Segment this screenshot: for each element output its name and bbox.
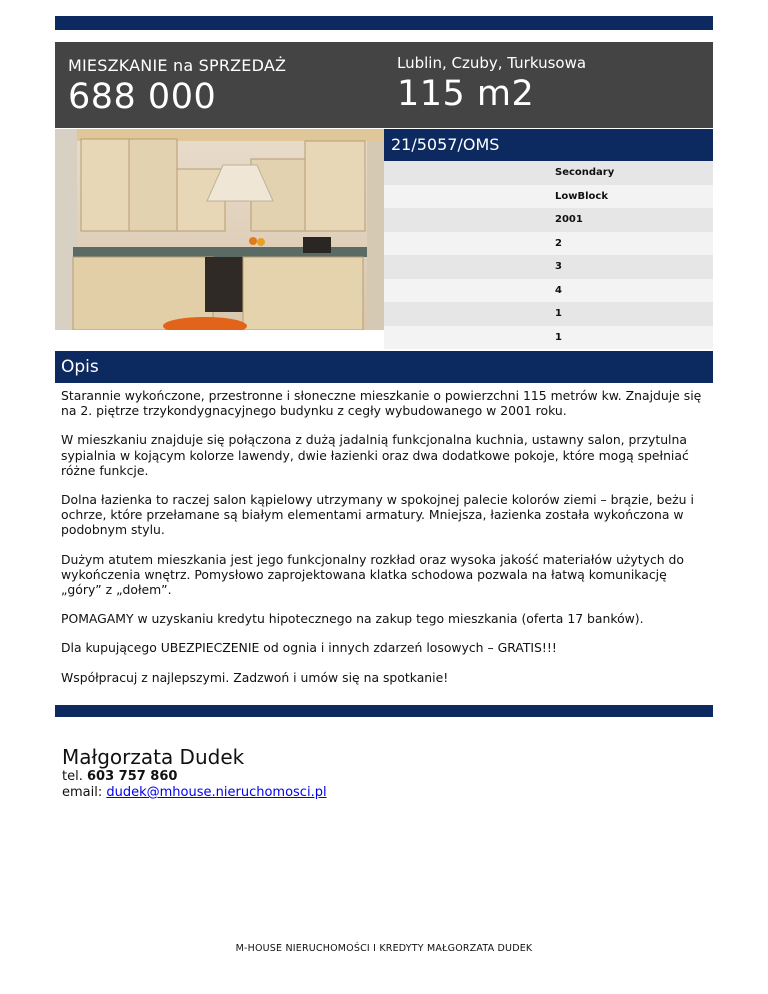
offer-area: 115 m2 <box>397 74 535 114</box>
page-footer: M-HOUSE NIERUCHOMOŚCI I KREDYTY MAŁGORZATA DUDEK <box>235 943 533 954</box>
description-paragraph: Współpracuj z najlepszymi. Zadzwoń i umów się na spotkanie! <box>61 669 449 685</box>
offer-price: 688 000 <box>68 77 217 117</box>
header-left <box>68 56 286 117</box>
agent-contact <box>62 745 327 801</box>
param-rooms: 4 <box>384 279 713 303</box>
description-paragraph: Dużym atutem mieszkania jest jego funkcjonalny rozkład oraz wysoka jakość materiałów użytych do wykończenia wnętrz. Pomysłowo zaprojektowana klatka schodowa pozwala na łatwą komunikację „góry” z „dołem”. <box>61 551 685 598</box>
offer-location: Lublin, Czuby, Turkusowa <box>397 54 587 72</box>
param-value-7: 1 <box>384 302 713 326</box>
offer-header <box>55 42 713 128</box>
description-body <box>61 388 711 699</box>
agent-email-link[interactable]: dudek@mhouse.nieruchomosci.pl <box>106 785 327 800</box>
email-label: email: <box>62 785 103 800</box>
param-market: Secondary <box>384 161 713 185</box>
offer-reference: 21/5057/OMS <box>384 129 713 161</box>
section-divider-bar <box>55 705 713 717</box>
description-paragraph: Dla kupującego UBEZPIECZENIE od ognia i innych zdarzeń losowych – GRATIS!!! <box>61 640 557 656</box>
description-paragraph: Dolna łazienka to raczej salon kąpielowy utrzymany w spokojnej palecie kolorów ziemi – brązie, beżu i ochrze, które przełamane są białym elementami armatury. Mniejsza, łazienka została wykończona w podobnym stylu. <box>61 492 694 538</box>
description-paragraph: POMAGAMY w uzyskaniu kredytu hipotecznego na zakup tego mieszkania (oferta 17 banków). <box>61 611 644 627</box>
description-heading: Opis <box>55 351 713 383</box>
agent-name: Małgorzata Dudek <box>62 745 245 769</box>
property-photo <box>55 129 384 330</box>
phone-label: tel. <box>62 769 83 784</box>
description-paragraph: W mieszkaniu znajduje się połączona z dużą jadalnią funkcjonalna kuchnia, ustawny salon, przytulna sypialnia w kojącym kolorze lawendy, dwie łazienki oraz dwa dodatkowe pokoje, które mogą spełniać różne funkcje. <box>61 432 689 478</box>
param-value-8: 1 <box>384 326 713 350</box>
agent-phone: 603 757 860 <box>86 769 178 784</box>
agent-email-line <box>62 785 327 801</box>
param-build-year: 2001 <box>384 208 713 232</box>
offer-type: MIESZKANIE na SPRZEDAŻ <box>68 56 287 75</box>
header-right <box>397 54 586 114</box>
param-floors-total: 3 <box>384 255 713 279</box>
kitchen-photo-illustration <box>55 129 384 330</box>
top-accent-bar <box>55 16 713 30</box>
params-table <box>384 161 713 349</box>
agent-phone-line <box>62 769 327 785</box>
param-building-type: LowBlock <box>384 185 713 209</box>
param-floor: 2 <box>384 232 713 256</box>
description-paragraph: Starannie wykończone, przestronne i słoneczne mieszkanie o powierzchni 115 metrów kw. Znajduje się na 2. piętrze trzykondygnacyjnego budynku z cegły wybudowanego w 2001 roku. <box>61 388 702 419</box>
